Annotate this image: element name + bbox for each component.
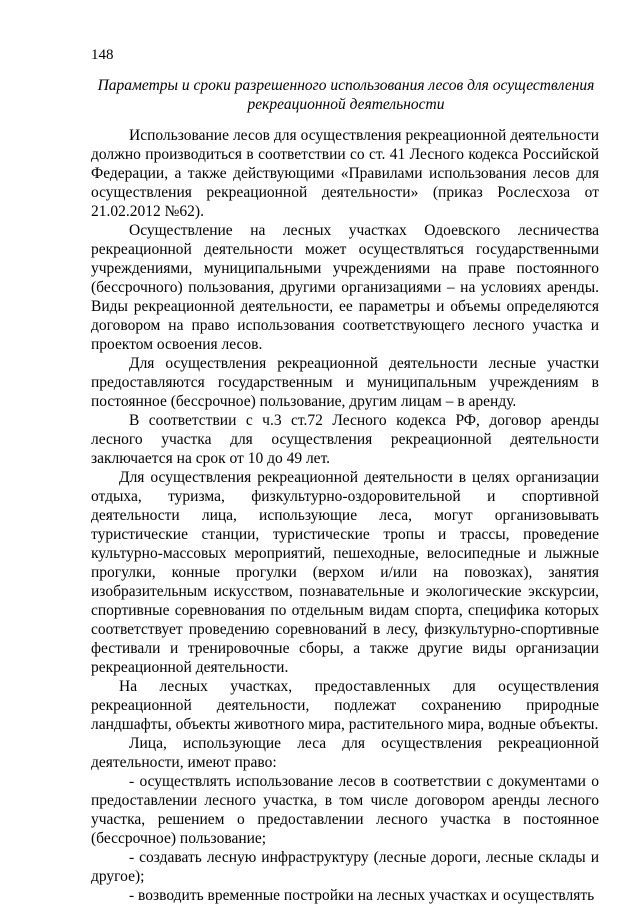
paragraph: В соответствии с ч.3 ст.72 Лесного кодекса РФ, договор аренды лесного участка для осуществления рекреационной деятельности заключается на срок от 10 до 49 лет.: [91, 412, 599, 467]
paragraph: Лица, использующие леса для осуществления рекреационной деятельности, имеют право:: [91, 735, 599, 771]
list-item: - осуществлять использование лесов в соответствии с документами о предоставлении лесного участка, в том числе договором аренды лесного участка, решением о предоставлении лесного участка в постоянное (бессрочное) пользование;: [91, 773, 599, 847]
section-title-line-2: рекреационной деятельности: [247, 96, 445, 113]
paragraph: Использование лесов для осуществления рекреационной деятельности должно производиться в соответствии со ст. 41 Лесного кодекса Российской Федерации, а также действующими «Правилами использования лесов для осуществления рекреационной деятельности» (приказ Рослесхоза от 21.02.2012 №62).: [91, 127, 599, 220]
body-text: [91, 126, 599, 905]
section-title: [91, 76, 601, 114]
paragraph: На лесных участках, предоставленных для осуществления рекреационной деятельности, подлежат сохранению природные ландшафты, объекты животного мира, растительного мира, водные объекты.: [91, 678, 599, 733]
paragraph: Для осуществления рекреационной деятельности в целях организации отдыха, туризма, физкультурно-оздоровительной и спортивной деятельности лица, использующие леса, могут организовывать туристические станции, туристические тропы и трассы, проведение культурно-массовых мероприятий, пешеходные, велосипедные и лыжные прогулки, конные прогулки (верхом и/или на повозках), занятия изобразительным искусством, познавательные и экологические экскурсии, спортивные соревнования по отдельным видам спорта, специфика которых соответствует проведению соревнований в лесу, физкультурно-спортивные фестивали и тренировочные сборы, а также другие виды организации рекреационной деятельности.: [91, 469, 599, 676]
page-number: 148: [91, 47, 114, 63]
section-title-line-1: Параметры и сроки разрешенного использования лесов для осуществления: [97, 77, 595, 94]
paragraph: Для осуществления рекреационной деятельности лесные участки предоставляются государственным и муниципальным учреждениям в постоянное (бессрочное) пользование, другим лицам – в аренду.: [91, 355, 599, 410]
paragraph: Осуществление на лесных участках Одоевского лесничества рекреационной деятельности может осуществляться государственными учреждениями, муниципальными учреждениями на праве постоянного (бессрочного) пользования, другими организациями – на условиях аренды. Виды рекреационной деятельности, ее параметры и объемы определяются договором на право использования соответствующего лесного участка и проектом освоения лесов.: [91, 222, 599, 353]
list-item: - создавать лесную инфраструктуру (лесные дороги, лесные склады и другое);: [91, 849, 599, 885]
list-item: - возводить временные постройки на лесных участках и осуществлять: [129, 887, 595, 904]
